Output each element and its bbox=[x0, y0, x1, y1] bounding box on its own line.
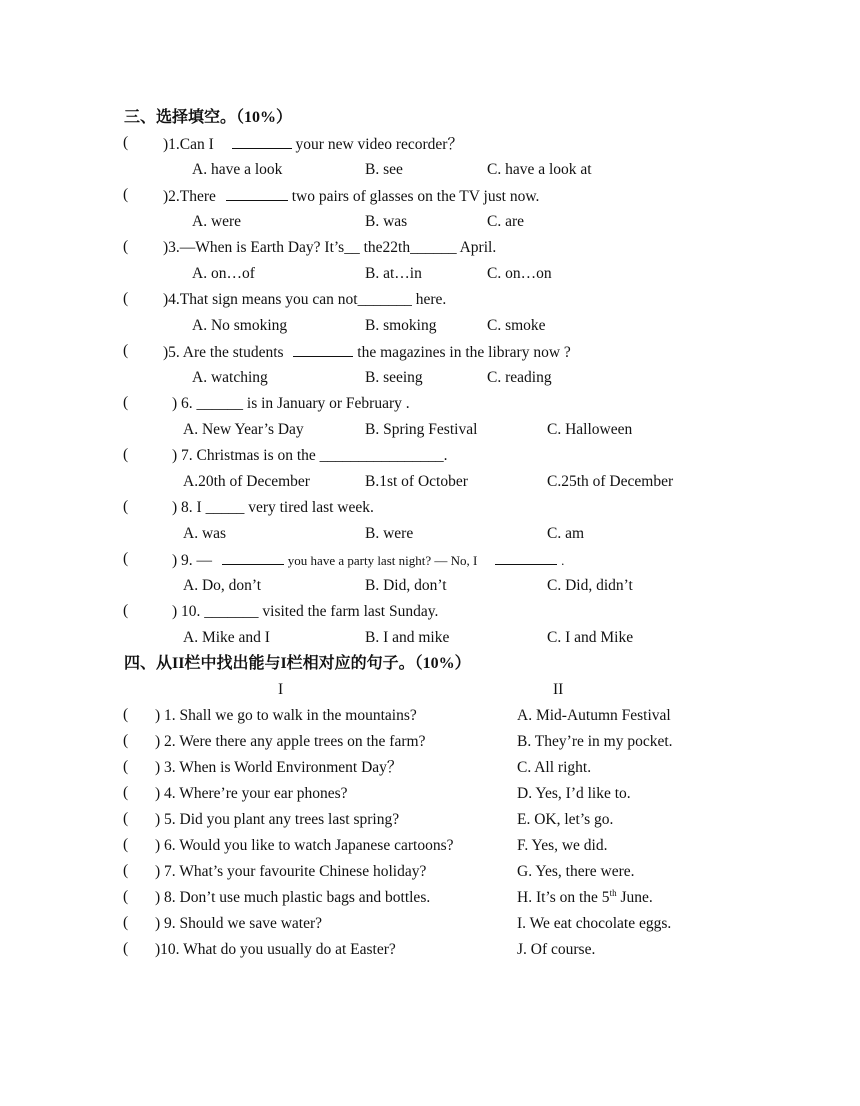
answer-paren[interactable]: ( bbox=[123, 290, 129, 307]
match-answer: E. OK, let’s go. bbox=[517, 811, 614, 828]
answer-paren[interactable]: ( bbox=[123, 836, 129, 853]
question-3: )3.—When is Earth Day? It’s__ the22th______ April. bbox=[163, 239, 497, 256]
answer-paren[interactable]: ( bbox=[123, 914, 129, 931]
option-a: A. watching bbox=[192, 369, 268, 386]
answer-blank bbox=[222, 550, 284, 565]
option-a: A. No smoking bbox=[192, 317, 288, 334]
option-b: B. see bbox=[365, 161, 403, 178]
option-c: C.25th of December bbox=[547, 473, 674, 490]
match-answer: I. We eat chocolate eggs. bbox=[517, 915, 672, 932]
answer-blank bbox=[293, 342, 353, 357]
answer-paren[interactable]: ( bbox=[123, 342, 129, 359]
section4-heading: 四、从II栏中找出能与I栏相对应的句子。（10%） bbox=[124, 655, 471, 672]
option-c: C. are bbox=[487, 213, 525, 230]
question-1: )1.Can I your new video recorder？ bbox=[163, 136, 463, 153]
option-b: B. at…in bbox=[365, 265, 422, 282]
answer-paren[interactable]: ( bbox=[123, 134, 129, 151]
option-b: B. were bbox=[365, 525, 414, 542]
option-c: C. Did, didn’t bbox=[547, 577, 633, 594]
question-8: ) 8. I _____ very tired last week. bbox=[172, 499, 374, 516]
column-label-i: I bbox=[278, 681, 284, 698]
match-question: ) 7. What’s your favourite Chinese holiday? bbox=[155, 863, 427, 880]
answer-paren[interactable]: ( bbox=[123, 550, 129, 567]
answer-paren[interactable]: ( bbox=[123, 498, 129, 515]
option-c: C. I and Mike bbox=[547, 629, 634, 646]
option-b: B. Did, don’t bbox=[365, 577, 447, 594]
option-c: C. have a look at bbox=[487, 161, 592, 178]
answer-paren[interactable]: ( bbox=[123, 394, 129, 411]
option-b: B. smoking bbox=[365, 317, 437, 334]
option-a: A.20th of December bbox=[183, 473, 310, 490]
option-a: A. on…of bbox=[192, 265, 255, 282]
option-b: B. seeing bbox=[365, 369, 423, 386]
match-question: ) 9. Should we save water? bbox=[155, 915, 323, 932]
match-question: ) 8. Don’t use much plastic bags and bottles. bbox=[155, 889, 431, 906]
match-answer: G. Yes, there were. bbox=[517, 863, 635, 880]
match-answer: A. Mid-Autumn Festival bbox=[517, 707, 671, 724]
option-c: C. smoke bbox=[487, 317, 546, 334]
option-a: A. was bbox=[183, 525, 227, 542]
option-a: A. New Year’s Day bbox=[183, 421, 304, 438]
option-b: B. was bbox=[365, 213, 408, 230]
answer-blank bbox=[226, 186, 288, 201]
match-answer: F. Yes, we did. bbox=[517, 837, 608, 854]
answer-paren[interactable]: ( bbox=[123, 862, 129, 879]
match-question: )10. What do you usually do at Easter? bbox=[155, 941, 396, 958]
match-answer: C. All right. bbox=[517, 759, 592, 776]
answer-paren[interactable]: ( bbox=[123, 888, 129, 905]
section3-heading: 三、选择填空。（10%） bbox=[124, 109, 293, 126]
option-c: C. am bbox=[547, 525, 585, 542]
question-4: )4.That sign means you can not_______ here. bbox=[163, 291, 447, 308]
question-9: ) 9. — you have a party last night? — No, I . bbox=[172, 552, 565, 569]
match-question: ) 5. Did you plant any trees last spring? bbox=[155, 811, 400, 828]
answer-paren[interactable]: ( bbox=[123, 940, 129, 957]
match-question: ) 3. When is World Environment Day？ bbox=[155, 759, 403, 776]
option-a: A. Do, don’t bbox=[183, 577, 262, 594]
answer-paren[interactable]: ( bbox=[123, 602, 129, 619]
question-2: )2.There two pairs of glasses on the TV just now. bbox=[163, 188, 540, 205]
question-5: )5. Are the students the magazines in the library now ? bbox=[163, 344, 571, 361]
match-question: ) 4. Where’re your ear phones? bbox=[155, 785, 348, 802]
question-10: ) 10. _______ visited the farm last Sunday. bbox=[172, 603, 439, 620]
option-b: B.1st of October bbox=[365, 473, 468, 490]
question-6: ) 6. ______ is in January or February . bbox=[172, 395, 410, 412]
answer-paren[interactable]: ( bbox=[123, 784, 129, 801]
match-question: ) 6. Would you like to watch Japanese cartoons? bbox=[155, 837, 454, 854]
answer-paren[interactable]: ( bbox=[123, 810, 129, 827]
option-a: A. have a look bbox=[192, 161, 283, 178]
match-answer: B. They’re in my pocket. bbox=[517, 733, 673, 750]
option-c: C. reading bbox=[487, 369, 552, 386]
answer-paren[interactable]: ( bbox=[123, 758, 129, 775]
match-question: ) 2. Were there any apple trees on the farm? bbox=[155, 733, 426, 750]
option-a: A. were bbox=[192, 213, 242, 230]
answer-blank bbox=[495, 550, 557, 565]
answer-paren[interactable]: ( bbox=[123, 238, 129, 255]
question-7: ) 7. Christmas is on the ________________. bbox=[172, 447, 448, 464]
match-answer: H. It’s on the 5th June. bbox=[517, 887, 653, 906]
answer-paren[interactable]: ( bbox=[123, 446, 129, 463]
option-b: B. Spring Festival bbox=[365, 421, 478, 438]
column-label-ii: II bbox=[553, 681, 564, 698]
option-a: A. Mike and I bbox=[183, 629, 270, 646]
match-answer: J. Of course. bbox=[517, 941, 596, 958]
answer-paren[interactable]: ( bbox=[123, 706, 129, 723]
answer-paren[interactable]: ( bbox=[123, 186, 129, 203]
match-answer: D. Yes, I’d like to. bbox=[517, 785, 631, 802]
match-question: ) 1. Shall we go to walk in the mountains? bbox=[155, 707, 417, 724]
option-c: C. Halloween bbox=[547, 421, 633, 438]
answer-blank bbox=[232, 134, 292, 149]
answer-paren[interactable]: ( bbox=[123, 732, 129, 749]
option-b: B. I and mike bbox=[365, 629, 450, 646]
option-c: C. on…on bbox=[487, 265, 552, 282]
